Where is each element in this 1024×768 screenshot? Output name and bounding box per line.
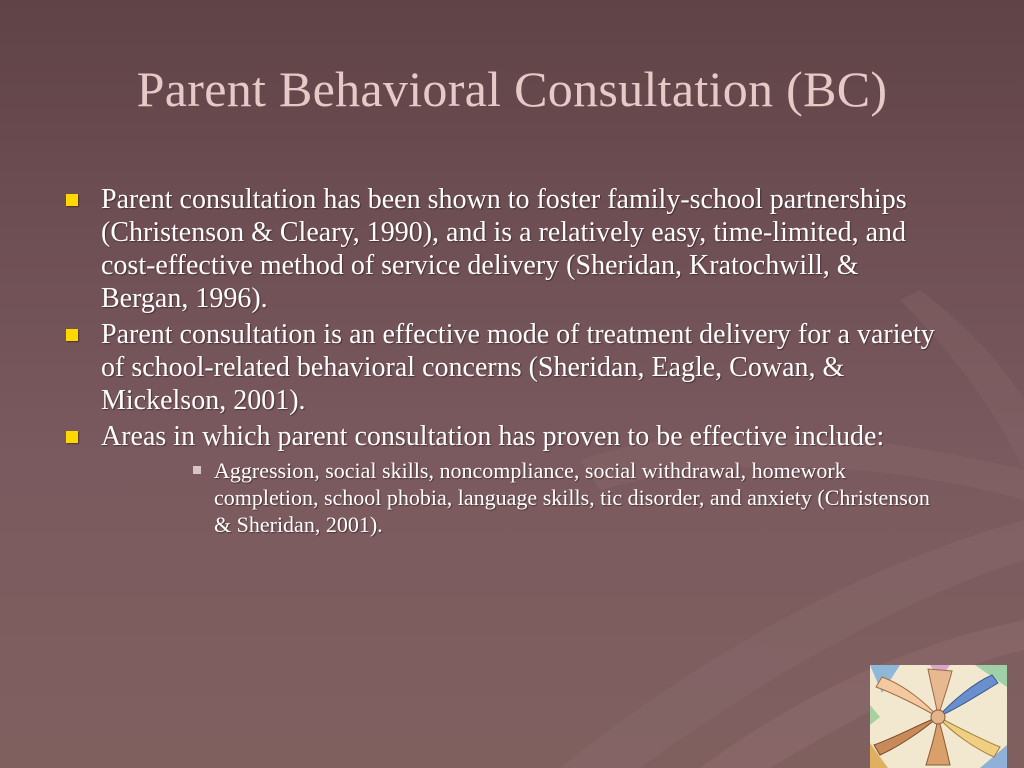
- square-bullet-icon: [66, 431, 78, 443]
- bullet-text: Areas in which parent consultation has proven to be effective include:: [101, 421, 885, 452]
- bullet-item: [64, 183, 944, 315]
- bullet-list: [64, 183, 944, 541]
- small-square-bullet-icon: [193, 466, 201, 474]
- sub-bullet-item: [189, 457, 944, 538]
- slide-title: Parent Behavioral Consultation (BC): [136, 61, 888, 117]
- sub-bullet-text: Aggression, social skills, noncompliance, social withdrawal, homework completion, school phobia, language skills, tic disorder, and anxiety (Christenson & Sheridan, 2001).: [214, 458, 930, 537]
- bullet-text: Parent consultation has been shown to foster family-school partnerships (Christenson & Cleary, 1990), and is a relatively easy, time-limited, and cost-effective method of service delivery (Sheridan, Kratochwill, & Bergan, 1996).: [101, 184, 907, 314]
- square-bullet-icon: [66, 194, 78, 206]
- bullet-item: [64, 420, 944, 538]
- joined-hands-icon: [870, 665, 1007, 768]
- bullet-text: Parent consultation is an effective mode of treatment delivery for a variety of school-related behavioral concerns (Sheridan, Eagle, Cowan, & Mickelson, 2001).: [101, 319, 935, 416]
- square-bullet-icon: [66, 329, 78, 341]
- sub-bullet-list: [101, 457, 944, 538]
- bullet-item: [64, 318, 944, 417]
